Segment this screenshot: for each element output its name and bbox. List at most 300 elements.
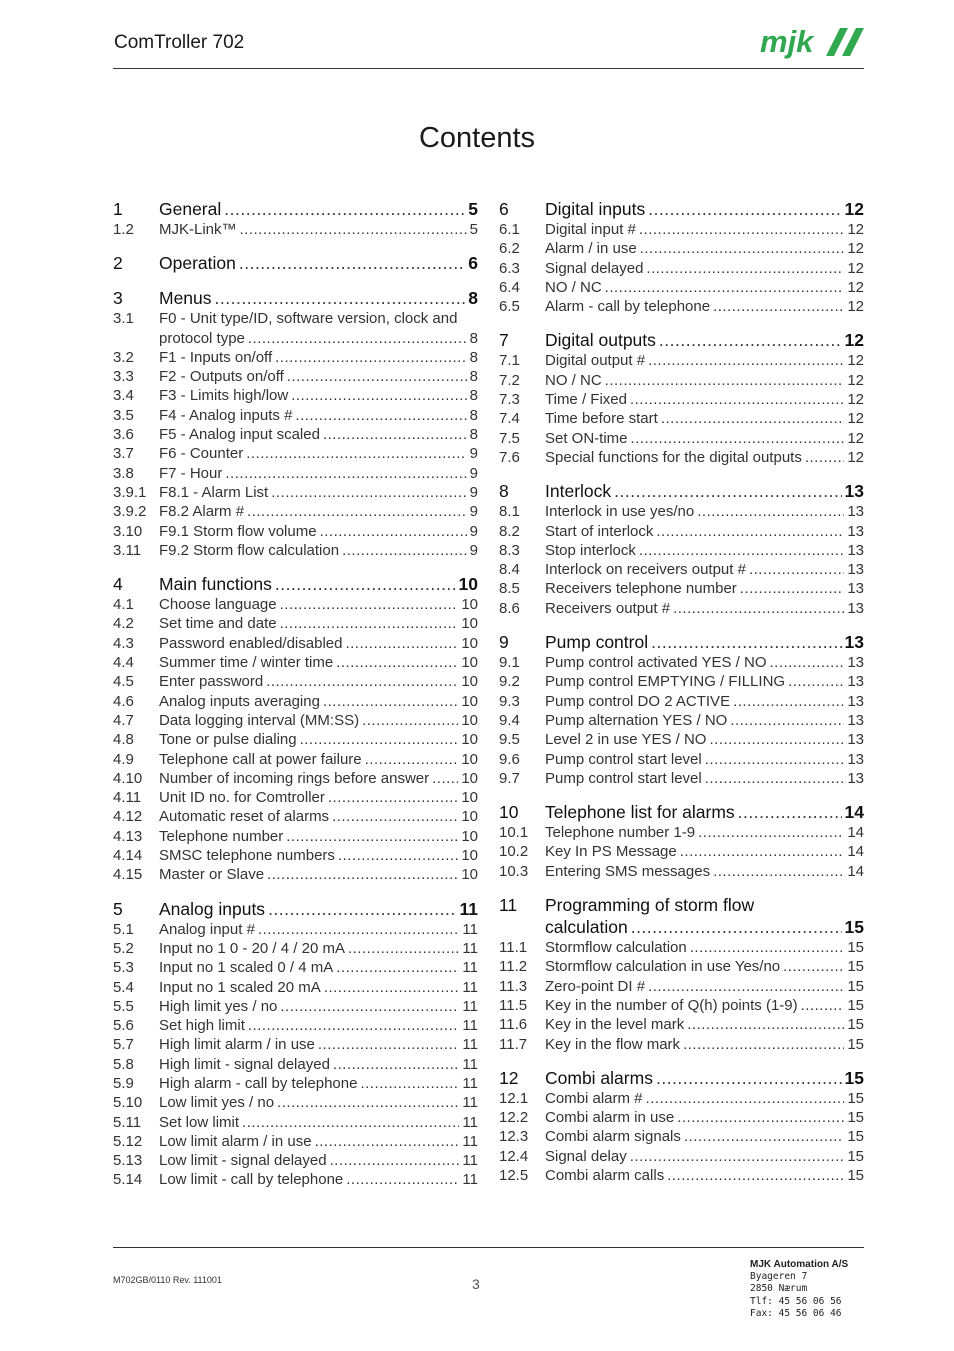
toc-entry[interactable] <box>113 1055 478 1074</box>
toc-number: 7.2 <box>499 371 520 389</box>
toc-section <box>113 287 478 560</box>
toc-entry[interactable] <box>499 259 864 278</box>
toc-title: Pump alternation YES / NO <box>545 711 728 729</box>
toc-entry[interactable] <box>113 653 478 672</box>
toc-label <box>545 672 864 691</box>
toc-entry[interactable] <box>113 827 478 846</box>
toc-number: 3.7 <box>113 445 134 463</box>
toc-number: 11 <box>499 895 518 916</box>
toc-number: 7.3 <box>499 391 520 409</box>
toc-leader <box>315 1132 460 1151</box>
toc-number: 8.1 <box>499 503 520 521</box>
toc-label <box>545 1166 864 1185</box>
toc-leader <box>646 259 844 278</box>
toc-page: 8 <box>469 348 478 366</box>
toc-entry[interactable] <box>499 938 864 957</box>
toc-leader <box>801 996 845 1015</box>
toc-section-heading[interactable] <box>499 801 864 823</box>
toc-label <box>159 522 478 541</box>
toc-number: 8.2 <box>499 522 520 540</box>
toc-leader <box>360 1074 459 1093</box>
toc-leader <box>705 769 845 788</box>
toc-page: 12 <box>847 391 864 409</box>
toc-entry[interactable] <box>499 862 864 881</box>
toc-page: 12 <box>847 352 864 370</box>
toc-entry[interactable] <box>113 483 478 502</box>
toc-page: 13 <box>847 522 864 540</box>
toc-leader <box>324 978 460 997</box>
toc-entry[interactable] <box>113 939 478 958</box>
toc-leader <box>630 1147 845 1166</box>
toc-section-heading[interactable] <box>113 252 478 274</box>
toc-number: 10.3 <box>499 862 529 880</box>
toc-number: 6.2 <box>499 240 520 258</box>
toc-entry[interactable] <box>499 297 864 316</box>
toc-leader <box>740 579 845 598</box>
toc-label <box>545 957 864 976</box>
toc-entry[interactable] <box>499 653 864 672</box>
toc-label <box>545 351 864 370</box>
toc-entry[interactable] <box>113 1035 478 1054</box>
toc-page: 10 <box>461 615 478 633</box>
toc-leader <box>267 865 458 884</box>
toc-section-heading[interactable] <box>113 287 478 309</box>
toc-section <box>113 198 478 239</box>
toc-page: 10 <box>458 574 478 595</box>
toc-title: Summer time / winter time <box>159 654 334 672</box>
toc-title: Pump control start level <box>545 769 702 787</box>
toc-label <box>159 672 478 691</box>
toc-leader <box>346 1170 459 1189</box>
toc-label <box>159 920 478 939</box>
toc-label <box>159 541 478 560</box>
toc-entry[interactable] <box>113 958 478 977</box>
toc-label <box>159 788 478 807</box>
toc-section-heading[interactable] <box>499 329 864 351</box>
toc-label <box>545 862 864 881</box>
toc-entry[interactable] <box>113 595 478 614</box>
toc-entry[interactable] <box>113 329 478 348</box>
toc-entry[interactable] <box>113 788 478 807</box>
toc-entry[interactable] <box>499 672 864 691</box>
toc-title: Telephone call at power failure <box>159 750 362 768</box>
toc-leader <box>648 351 844 370</box>
toc-section <box>499 480 864 618</box>
toc-entry[interactable] <box>499 409 864 428</box>
toc-entry[interactable] <box>499 448 864 467</box>
toc-section <box>113 898 478 1190</box>
toc-leader <box>705 750 845 769</box>
toc-page: 15 <box>847 1166 864 1184</box>
toc-entry[interactable] <box>499 599 864 618</box>
toc-number: 8.6 <box>499 599 520 617</box>
toc-label <box>159 1170 478 1189</box>
toc-number: 12.4 <box>499 1147 529 1165</box>
toc-page: 5 <box>469 221 478 238</box>
toc-entry[interactable] <box>113 730 478 749</box>
toc-title: calculation <box>545 917 628 938</box>
toc-leader <box>646 1089 845 1108</box>
toc-leader <box>713 297 844 316</box>
toc-page: 12 <box>847 371 864 389</box>
toc-number: 3.4 <box>113 387 134 405</box>
toc-title: Signal delayed <box>545 259 644 277</box>
toc-entry[interactable] <box>499 769 864 788</box>
toc-title: Telephone number 1-9 <box>545 824 696 842</box>
toc-label <box>159 614 478 633</box>
toc-title: Digital outputs <box>545 330 656 351</box>
toc-number: 6.4 <box>499 278 520 296</box>
toc-leader <box>667 1166 844 1185</box>
toc-number: 5.10 <box>113 1094 143 1112</box>
toc-leader <box>365 750 459 769</box>
toc-entry[interactable] <box>113 672 478 691</box>
toc-leader <box>733 692 844 711</box>
toc-entry[interactable] <box>499 371 864 390</box>
toc-title: Enter password <box>159 673 264 691</box>
toc-title: F8.1 - Alarm List <box>159 483 269 501</box>
toc-title: Input no 1 scaled 0 / 4 mA <box>159 959 334 977</box>
toc-entry[interactable] <box>113 1016 478 1035</box>
toc-page: 11 <box>462 959 478 977</box>
toc-entry[interactable] <box>113 1093 478 1112</box>
toc-page: 5 <box>468 199 478 219</box>
toc-entry[interactable] <box>113 367 478 386</box>
toc-section-heading[interactable] <box>499 1067 864 1089</box>
toc-title: Zero-point DI # <box>545 977 646 995</box>
toc-title: Interlock in use yes/no <box>545 503 695 521</box>
toc-label <box>545 1147 864 1166</box>
toc-number: 8 <box>499 481 509 502</box>
toc-label <box>159 1132 478 1151</box>
toc-entry[interactable] <box>113 1151 478 1170</box>
toc-label <box>545 842 864 861</box>
toc-entry[interactable] <box>113 692 478 711</box>
toc-entry[interactable] <box>113 634 478 653</box>
toc-entry[interactable] <box>113 406 478 425</box>
toc-title: Analog input # <box>159 920 255 938</box>
toc-label <box>159 1113 478 1132</box>
toc-entry[interactable] <box>499 977 864 996</box>
toc-section-heading[interactable] <box>499 480 864 502</box>
toc-number: 4.4 <box>113 654 134 672</box>
toc-entry[interactable] <box>499 390 864 409</box>
toc-entry[interactable] <box>499 579 864 598</box>
toc-label <box>545 1035 864 1054</box>
toc-page: 10 <box>461 654 478 672</box>
company-address <box>750 1259 848 1320</box>
toc-entry[interactable] <box>499 750 864 769</box>
toc-page: 13 <box>847 711 864 729</box>
toc-label <box>545 711 864 730</box>
toc-label <box>545 560 864 579</box>
toc-page: 15 <box>847 1035 864 1053</box>
toc-title: Low limit - signal delayed <box>159 1152 327 1170</box>
toc-label <box>159 958 478 977</box>
toc-number: 4.12 <box>113 808 143 826</box>
toc-label <box>159 309 478 328</box>
toc-entry[interactable] <box>499 957 864 976</box>
toc-number: 7.4 <box>499 410 520 428</box>
toc-entry[interactable] <box>499 1015 864 1034</box>
toc-number: 10 <box>499 802 519 823</box>
toc-label <box>159 1016 478 1035</box>
toc-title: Telephone list for alarms <box>545 802 735 823</box>
toc-entry[interactable] <box>113 444 478 463</box>
toc-title: Master or Slave <box>159 866 265 884</box>
toc-label <box>545 801 864 823</box>
toc-number: 8.4 <box>499 561 520 579</box>
toc-entry[interactable] <box>113 1113 478 1132</box>
toc-title: protocol type <box>159 329 245 347</box>
toc-entry[interactable] <box>499 996 864 1015</box>
toc-leader <box>258 920 460 939</box>
toc-section-heading[interactable] <box>113 198 478 220</box>
toc-section <box>499 1067 864 1185</box>
toc-number: 5.2 <box>113 939 134 957</box>
toc-entry[interactable] <box>499 711 864 730</box>
toc-label <box>159 1151 478 1170</box>
toc-entry[interactable] <box>499 730 864 749</box>
toc-title: F2 - Outputs on/off <box>159 368 284 386</box>
toc-number: 10.2 <box>499 843 529 861</box>
toc-page: 14 <box>844 802 864 823</box>
toc-entry[interactable] <box>499 1166 864 1185</box>
toc-number: 3.11 <box>113 541 142 559</box>
toc-section-heading[interactable] <box>499 894 864 916</box>
toc-title: Combi alarm signals <box>545 1128 681 1146</box>
toc-title: Analog inputs <box>159 898 266 919</box>
toc-title: Time / Fixed <box>545 391 627 409</box>
toc-page: 14 <box>847 843 864 861</box>
toc-entry[interactable] <box>113 750 478 769</box>
toc-label <box>159 634 478 653</box>
toc-entry[interactable] <box>499 522 864 541</box>
company-fax: Fax: 45 56 06 46 <box>750 1307 842 1319</box>
toc-page: 13 <box>847 750 864 768</box>
toc-section-heading[interactable] <box>499 198 864 220</box>
toc-label <box>545 409 864 428</box>
toc-number: 4.13 <box>113 827 143 845</box>
toc-section-heading[interactable] <box>499 916 864 938</box>
toc-label <box>159 483 478 502</box>
toc-leader <box>659 329 842 351</box>
toc-number: 4.9 <box>113 750 134 768</box>
toc-entry[interactable] <box>499 278 864 297</box>
toc-label <box>159 807 478 826</box>
toc-entry[interactable] <box>113 348 478 367</box>
toc-title: General <box>159 199 222 219</box>
toc-entry[interactable] <box>113 865 478 884</box>
toc-label <box>159 827 478 846</box>
toc-page: 13 <box>847 692 864 710</box>
toc-section-heading[interactable] <box>499 631 864 653</box>
toc-title: F1 - Inputs on/off <box>159 348 273 366</box>
toc-title: Set low limit <box>159 1113 240 1131</box>
toc-title: Stormflow calculation in use Yes/no <box>545 958 781 976</box>
toc-leader <box>788 672 844 691</box>
toc-title: Combi alarm in use <box>545 1109 675 1127</box>
toc-entry[interactable] <box>113 1132 478 1151</box>
toc-title: Number of incoming rings before answer <box>159 769 430 787</box>
toc-entry[interactable] <box>499 692 864 711</box>
toc-number: 1 <box>113 199 123 219</box>
toc-entry[interactable] <box>499 560 864 579</box>
toc-page: 13 <box>847 541 864 559</box>
toc-page: 10 <box>461 596 478 614</box>
toc-page: 8 <box>468 288 478 309</box>
toc-entry[interactable] <box>499 541 864 560</box>
toc-title: Operation <box>159 253 236 274</box>
toc-entry[interactable] <box>113 425 478 444</box>
toc-label <box>545 692 864 711</box>
toc-section <box>499 329 864 467</box>
toc-page: 12 <box>847 298 864 316</box>
toc-entry[interactable] <box>499 1127 864 1146</box>
toc-label <box>159 692 478 711</box>
toc-entry[interactable] <box>113 386 478 405</box>
toc-title: Set ON-time <box>545 429 628 447</box>
toc-page: 9 <box>469 464 478 482</box>
toc-entry[interactable] <box>113 614 478 633</box>
toc-number: 6.3 <box>499 259 520 277</box>
toc-entry[interactable] <box>113 846 478 865</box>
toc-entry[interactable] <box>113 541 478 560</box>
toc-leader <box>286 827 458 846</box>
toc-number: 4.6 <box>113 692 134 710</box>
toc-label <box>545 297 864 316</box>
toc-title: MJK-Link™ <box>159 221 237 238</box>
toc-label <box>159 653 478 672</box>
toc-section <box>113 252 478 274</box>
toc-label <box>545 278 864 297</box>
toc-page: 11 <box>462 1094 478 1112</box>
toc-entry[interactable] <box>499 823 864 842</box>
toc-label <box>159 1035 478 1054</box>
toc-title: Combi alarm calls <box>545 1166 665 1184</box>
toc-leader <box>698 823 844 842</box>
toc-leader <box>738 801 842 823</box>
toc-section-heading[interactable] <box>113 898 478 920</box>
toc-leader <box>631 429 845 448</box>
toc-leader <box>239 252 465 274</box>
toc-title: F9.2 Storm flow calculation <box>159 541 340 559</box>
mjk-logo <box>760 22 864 62</box>
toc-page: 10 <box>461 731 478 749</box>
toc-entry[interactable] <box>499 1089 864 1108</box>
toc-number: 8.5 <box>499 580 520 598</box>
toc-page: 11 <box>462 1171 478 1189</box>
toc-leader <box>271 483 466 502</box>
toc-entry[interactable] <box>113 978 478 997</box>
toc-number: 5.7 <box>113 1036 134 1054</box>
toc-number: 4.15 <box>113 866 143 884</box>
toc-leader <box>680 842 845 861</box>
toc-entry[interactable] <box>113 920 478 939</box>
toc-entry[interactable] <box>113 309 478 328</box>
toc-title: Key in the flow mark <box>545 1035 681 1053</box>
toc-entry[interactable] <box>113 502 478 521</box>
toc-number: 6.5 <box>499 298 520 316</box>
toc-entry[interactable] <box>499 429 864 448</box>
toc-entry[interactable] <box>499 1035 864 1054</box>
toc-number: 2 <box>113 253 123 274</box>
toc-label <box>545 769 864 788</box>
toc-entry[interactable] <box>499 1108 864 1127</box>
toc-entry[interactable] <box>499 351 864 370</box>
toc-page: 10 <box>461 866 478 884</box>
toc-section-heading[interactable] <box>113 573 478 595</box>
toc-entry[interactable] <box>113 711 478 730</box>
toc-number: 3.9.2 <box>113 503 147 521</box>
toc-number: 9.3 <box>499 692 520 710</box>
toc-label <box>159 978 478 997</box>
toc-entry[interactable] <box>113 1170 478 1189</box>
toc-number: 9.2 <box>499 673 520 691</box>
toc-page: 11 <box>462 1036 478 1054</box>
toc-entry[interactable] <box>113 464 478 483</box>
toc-leader <box>268 898 456 920</box>
toc-title: Pump control <box>545 632 649 653</box>
toc-label <box>545 750 864 769</box>
toc-label <box>159 769 478 788</box>
toc-number: 3.2 <box>113 348 134 366</box>
toc-page: 11 <box>462 1017 478 1035</box>
toc-page: 12 <box>847 448 864 466</box>
toc-entry[interactable] <box>113 220 478 239</box>
toc-label <box>545 823 864 842</box>
toc-entry[interactable] <box>499 239 864 258</box>
toc-number: 10.1 <box>499 824 529 842</box>
toc-title: Pump control EMPTYING / FILLING <box>545 673 786 691</box>
toc-page: 15 <box>844 1067 864 1088</box>
toc-number: 9.4 <box>499 711 520 729</box>
toc-entry[interactable] <box>499 842 864 861</box>
toc-page: 8 <box>469 368 478 386</box>
toc-entry[interactable] <box>113 807 478 826</box>
toc-entry[interactable] <box>499 220 864 239</box>
toc-page: 13 <box>847 580 864 598</box>
company-city: 2850 Nærum <box>750 1283 808 1295</box>
toc-label <box>545 653 864 672</box>
toc-title: Tone or pulse dialing <box>159 731 297 749</box>
toc-title: Programming of storm flow <box>545 895 755 916</box>
toc-section <box>499 894 864 1054</box>
toc-page: 11 <box>459 898 478 919</box>
toc-number: 9 <box>499 632 509 653</box>
toc-number: 5.11 <box>113 1113 142 1131</box>
toc-entry[interactable] <box>113 522 478 541</box>
toc-title: Key in the level mark <box>545 1016 685 1034</box>
toc-entry[interactable] <box>113 997 478 1016</box>
toc-entry[interactable] <box>113 769 478 788</box>
company-street: Byageren 7 <box>750 1271 808 1283</box>
toc-entry[interactable] <box>499 1147 864 1166</box>
toc-leader <box>215 287 466 309</box>
toc-label <box>545 390 864 409</box>
toc-leader <box>300 730 459 749</box>
toc-title: Set high limit <box>159 1017 245 1035</box>
toc-label <box>545 1127 864 1146</box>
toc-leader <box>730 711 844 730</box>
toc-entry[interactable] <box>113 1074 478 1093</box>
toc-label <box>545 220 864 239</box>
toc-label <box>545 480 864 502</box>
toc-number: 5 <box>113 898 123 919</box>
toc-entry[interactable] <box>499 502 864 521</box>
toc-leader <box>291 386 466 405</box>
toc-label <box>159 386 478 405</box>
